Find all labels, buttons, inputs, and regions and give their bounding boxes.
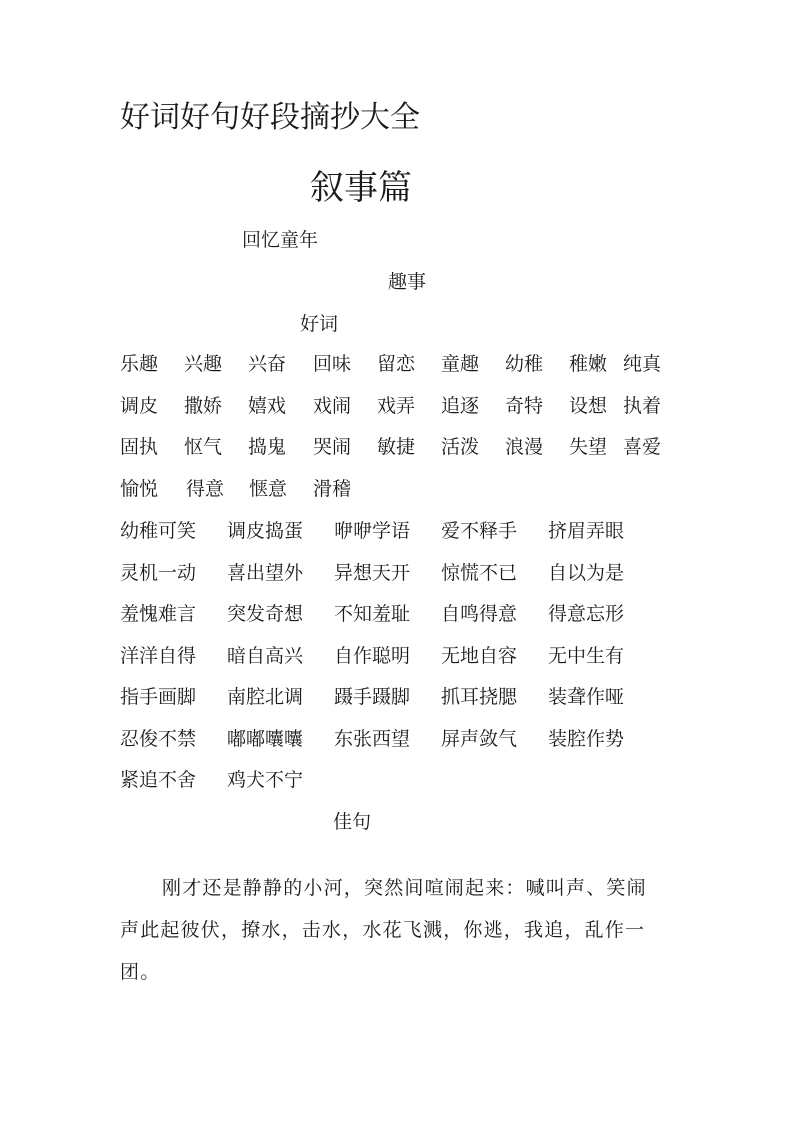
word: 稚嫩	[569, 353, 608, 375]
word: 怄气	[184, 436, 223, 458]
word: 惬意	[249, 477, 288, 500]
idiom: 嘟嘟囔囔	[227, 727, 304, 750]
word: 哭闹	[313, 436, 352, 458]
idiom: 无地自容	[441, 644, 518, 667]
idiom: 紧追不舍	[120, 769, 197, 791]
idiom: 屏声敛气	[441, 727, 518, 750]
idiom: 自鸣得意	[441, 603, 518, 625]
idiom: 东张西望	[334, 727, 411, 750]
idiom: 蹑手蹑脚	[334, 686, 411, 708]
idiom: 喜出望外	[227, 561, 304, 584]
word: 留恋	[377, 353, 416, 375]
word: 戏闹	[313, 394, 352, 417]
idiom: 幼稚可笑	[120, 520, 197, 542]
section-heading: 回忆童年	[242, 229, 319, 251]
idiom: 忍俊不禁	[120, 727, 197, 750]
word: 兴趣	[184, 353, 223, 375]
word: 捣鬼	[248, 436, 287, 458]
idiom: 挤眉弄眼	[548, 520, 625, 542]
idiom: 装聋作哑	[548, 686, 625, 708]
idiom: 不知羞耻	[334, 603, 411, 625]
idiom: 洋洋自得	[120, 644, 197, 667]
word: 滑稽	[313, 477, 352, 500]
word: 童趣	[441, 353, 480, 375]
idiom: 南腔北调	[227, 686, 304, 708]
word: 乐趣	[120, 353, 159, 375]
word: 敏捷	[377, 436, 416, 458]
word: 固执	[120, 436, 159, 458]
idiom: 装腔作势	[548, 727, 625, 750]
sentence-paragraph: 刚才还是静静的小河，突然间喧闹起来：喊叫声、笑闹声此起彼伏，撩水，击水，水花飞溅，你逃，我追，乱作一团。	[120, 877, 647, 983]
word: 喜爱	[623, 436, 662, 458]
idiom: 鸡犬不宁	[227, 769, 304, 791]
word: 回味	[313, 353, 352, 375]
word: 活泼	[441, 436, 480, 458]
document-title: 好词好句好段摘抄大全	[120, 100, 420, 135]
idiom: 自以为是	[548, 561, 625, 584]
good-words-label: 好词	[300, 313, 339, 335]
word: 撒娇	[184, 394, 223, 417]
idiom: 无中生有	[548, 644, 625, 667]
word: 幼稚	[505, 353, 544, 375]
word: 追逐	[441, 394, 480, 417]
word: 戏弄	[377, 394, 416, 417]
word: 调皮	[120, 394, 159, 417]
idiom: 调皮捣蛋	[227, 520, 304, 542]
idiom: 指手画脚	[120, 686, 197, 708]
idiom: 灵机一动	[120, 561, 197, 584]
topic-heading: 趣事	[388, 271, 427, 293]
word: 兴奋	[248, 353, 287, 375]
idiom: 异想天开	[334, 561, 411, 584]
word: 纯真	[623, 353, 662, 375]
word: 奇特	[505, 394, 544, 417]
idiom: 咿咿学语	[334, 520, 411, 542]
idiom: 抓耳挠腮	[441, 686, 518, 708]
idiom: 突发奇想	[227, 603, 304, 625]
word: 嬉戏	[248, 394, 287, 417]
idiom: 得意忘形	[548, 603, 625, 625]
idiom: 羞愧难言	[120, 603, 197, 625]
idiom: 自作聪明	[334, 644, 411, 667]
chapter-heading: 叙事篇	[310, 168, 412, 208]
idiom: 暗自高兴	[227, 644, 304, 667]
word: 得意	[186, 477, 225, 500]
word: 失望	[569, 436, 608, 458]
word: 设想	[569, 394, 608, 417]
idiom: 爱不释手	[441, 520, 518, 542]
word: 浪漫	[505, 436, 544, 458]
idiom: 惊慌不已	[441, 561, 518, 584]
word: 执着	[623, 394, 662, 417]
word: 愉悦	[120, 477, 159, 500]
good-sentences-label: 佳句	[333, 811, 372, 833]
